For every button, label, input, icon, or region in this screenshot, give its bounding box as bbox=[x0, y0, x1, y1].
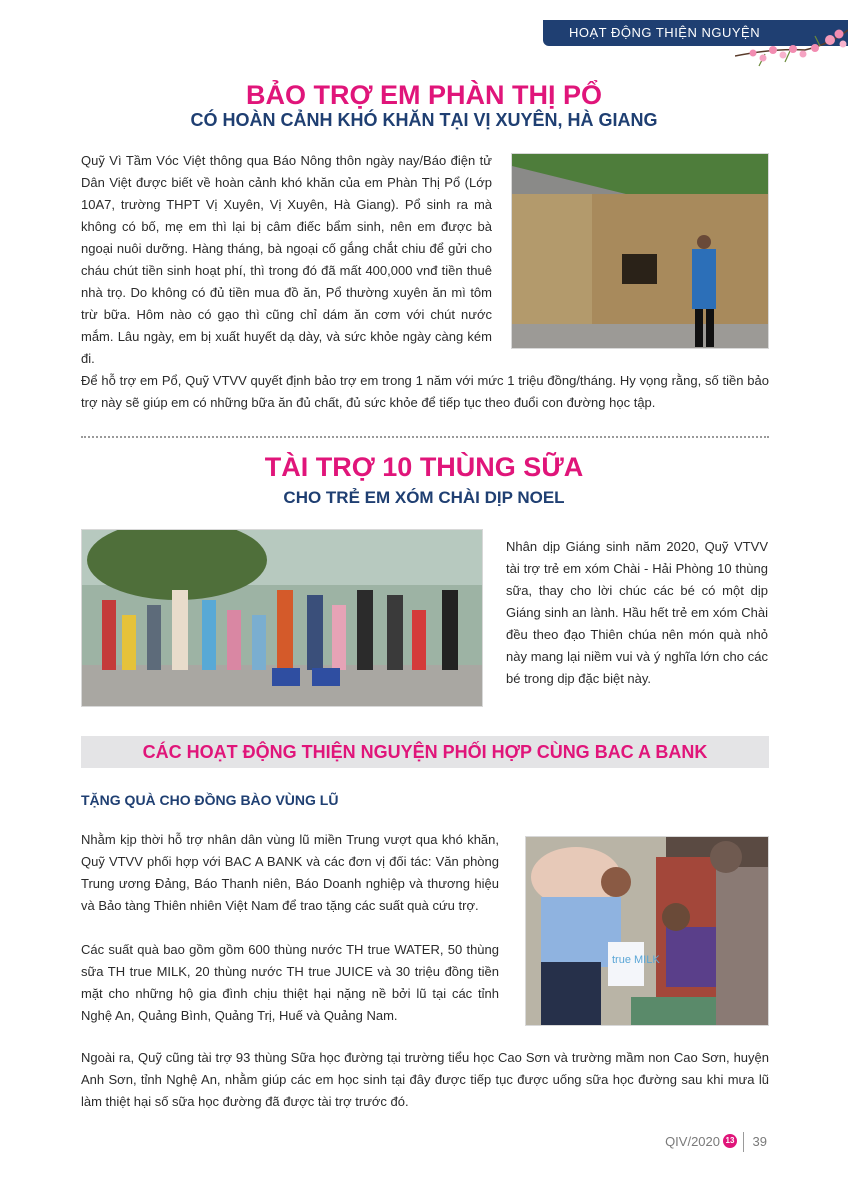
true-milk-box-label: true MILK bbox=[612, 954, 660, 966]
band-title: CÁC HOẠT ĐỘNG THIỆN NGUYỆN PHỐI HỢP CÙNG BAC A BANK bbox=[142, 742, 708, 762]
issue-label: QIV/2020 bbox=[665, 1134, 720, 1149]
section-divider bbox=[81, 436, 769, 438]
article3-paragraph2: Các suất quà bao gồm gồm 600 thùng nước TH true WATER, 50 thùng sữa TH true MILK, 20 thùng nước TH true JUICE và 30 triệu đồng tiền mặt cho những hộ gia đình chịu thiệt hại nặng nề bởi lũ tại các tỉnh Nghệ An, Quảng Bình, Quảng Trị, Huế và Quảng Nam. bbox=[81, 942, 499, 1023]
footer-separator bbox=[743, 1132, 744, 1152]
house-photo-illustration bbox=[512, 154, 768, 348]
article2-paragraph: Nhân dịp Giáng sinh năm 2020, Quỹ VTVV tài trợ trẻ em xóm Chài - Hải Phòng 10 thùng sữa, thay cho lời chúc các bé có một dịp Giáng sinh an lành. Hầu hết trẻ em xóm Chài đều theo đạo Thiên chúa nên món quà nhỏ này mang lại niềm vui và ý nghĩa lớn cho các bé trong dịp đặc biệt này. bbox=[506, 539, 768, 686]
page-number: 39 bbox=[752, 1134, 767, 1149]
section-band bbox=[81, 736, 769, 768]
article1-title: BẢO TRỢ EM PHÀN THỊ PỔ bbox=[245, 80, 603, 110]
article3-paragraph3: Ngoài ra, Quỹ cũng tài trợ 93 thùng Sữa học đường tại trường tiểu học Cao Sơn và trường mầm non Cao Sơn, huyện Anh Sơn, tỉnh Nghệ An, nhằm giúp các em học sinh tại đây được tiếp tục được uống sữa học đường sau khi mưa lũ làm thiệt hại số sữa học đường đã được tài trợ trước đó. bbox=[81, 1050, 769, 1109]
peach-blossom-icon bbox=[735, 26, 848, 72]
article1-paragraph1: Quỹ Vì Tầm Vóc Việt thông qua Báo Nông thôn ngày nay/Báo điện tử Dân Việt được biết về hoàn cảnh khó khăn của em Phàn Thị Pổ (Lớp 10A7, trường THPT Vị Xuyên, Vị Xuyên, Hà Giang). Pổ sinh ra mà không có bố, mẹ em thì lại bị câm điếc bẩm sinh, nên em được bà ngoại nuôi dưỡng. Hàng tháng, bà ngoại cố gắng chắt chiu để gửi cho cháu chút tiền sinh hoạt phí, thì trong đó đã mất 400,000 vnđ tiền thuê nhà trọ. Do không có đủ tiền mua đồ ăn, Pổ thường xuyên ăn mì tôm trừ bữa. Hôm nào có gạo thì cũng chỉ dám ăn cơm với chút nước mắm. Lâu ngày, em bị xuất huyết dạ dày, và sức khỏe ngày càng kém đi. bbox=[81, 153, 492, 366]
article1-photo bbox=[511, 153, 769, 349]
article3-paragraph1: Nhằm kịp thời hỗ trợ nhân dân vùng lũ miền Trung vượt qua khó khăn, Quỹ VTVV phối hợp với BAC A BANK và các đơn vị đối tác: Văn phòng Trung ương Đảng, Báo Thanh niên, Báo Doanh nghiệp và thương hiệu và Bảo tàng Thiên nhiên Việt Nam để trao tặng các suất quà cứu trợ. bbox=[81, 832, 499, 913]
page-footer bbox=[620, 1132, 770, 1152]
article2-photo bbox=[81, 529, 483, 707]
article2-subtitle: CHO TRẺ EM XÓM CHÀI DỊP NOEL bbox=[283, 488, 565, 507]
issue-badge: 13 bbox=[723, 1134, 737, 1148]
article1-paragraph2: Để hỗ trợ em Pổ, Quỹ VTVV quyết định bảo trợ em trong 1 năm với mức 1 triệu đồng/tháng. Hy vọng rằng, số tiền bảo trợ này sẽ giúp em có những bữa ăn đủ chất, đủ sức khỏe để tiếp tục theo đuổi con đường học tập. bbox=[81, 373, 769, 410]
article3-photo bbox=[525, 836, 769, 1026]
article3-subheading: TẶNG QUÀ CHO ĐỒNG BÀO VÙNG LŨ bbox=[81, 792, 339, 808]
gift-giving-photo-illustration bbox=[526, 837, 768, 1025]
children-group-photo-illustration bbox=[82, 530, 482, 706]
article1-subtitle: CÓ HOÀN CẢNH KHÓ KHĂN TẠI VỊ XUYÊN, HÀ GIANG bbox=[190, 110, 658, 130]
section-label: HOẠT ĐỘNG THIỆN NGUYỆN bbox=[569, 25, 761, 40]
article2-title: TÀI TRỢ 10 THÙNG SỮA bbox=[264, 452, 584, 482]
